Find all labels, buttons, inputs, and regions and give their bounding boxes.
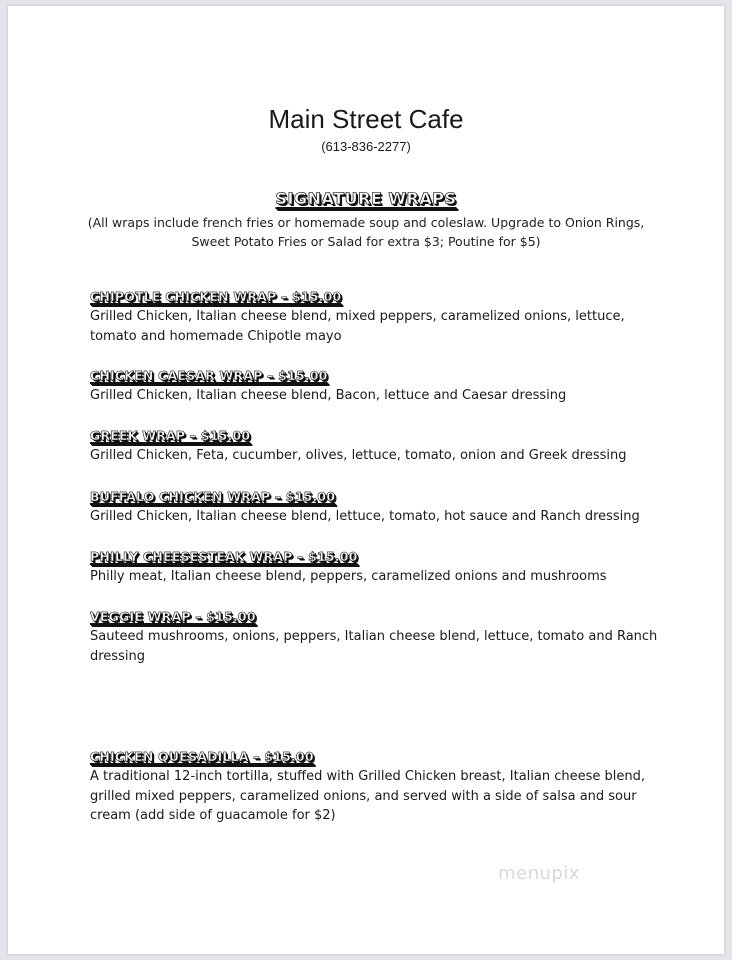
menu-item-title: PHILLY CHEESESTEAK WRAP – $15.00 — [90, 549, 358, 564]
menu-item-title: CHICKEN CAESAR WRAP – $15.00 — [90, 368, 328, 383]
menu-item-description: A traditional 12-inch tortilla, stuffed with Grilled Chicken breast, Italian cheese blend, grilled mixed peppers, caramelized onions, and served with a side of salsa and sour cream (add side of guacamole for $2) — [90, 769, 646, 823]
restaurant-name: Main Street Cafe — [268, 104, 464, 134]
menu-item-greek-wrap — [90, 426, 660, 466]
menu-item-title: BUFFALO CHICKEN WRAP – $15.00 — [90, 489, 336, 504]
menu-item-title: VEGGIE WRAP – $15.00 — [90, 609, 256, 624]
menu-item-chicken-caesar-wrap — [90, 366, 660, 406]
menu-page — [8, 6, 724, 954]
section-heading: SIGNATURE WRAPS — [275, 189, 457, 208]
menu-item-description: Grilled Chicken, Italian cheese blend, mixed peppers, caramelized onions, lettuce, tomato and homemade Chipotle mayo — [90, 309, 625, 344]
menu-item-description: Grilled Chicken, Italian cheese blend, lettuce, tomato, hot sauce and Ranch dressing — [90, 509, 640, 524]
menu-item-veggie-wrap — [90, 607, 660, 666]
menu-item-buffalo-chicken-wrap — [90, 487, 660, 527]
menu-item-description: Sauteed mushrooms, onions, peppers, Italian cheese blend, lettuce, tomato and Ranch dressing — [90, 629, 658, 664]
menu-item-chicken-quesadilla — [90, 747, 660, 826]
menu-item-philly-cheesesteak-wrap — [90, 547, 660, 587]
menu-item-title: CHIPOTLE CHICKEN WRAP – $15.00 — [90, 289, 342, 304]
menu-item-title: GREEK WRAP – $15.00 — [90, 428, 251, 443]
menu-item-title: CHICKEN QUESADILLA – $15.00 — [90, 749, 314, 764]
menu-item-description: Grilled Chicken, Italian cheese blend, Bacon, lettuce and Caesar dressing — [90, 388, 567, 403]
menu-item-description: Philly meat, Italian cheese blend, peppers, caramelized onions and mushrooms — [90, 569, 607, 584]
section-note: (All wraps include french fries or homemade soup and coleslaw. Upgrade to Onion Rings, Sweet Potato Fries or Salad for extra $3; Poutine for $5) — [87, 215, 645, 249]
phone-number: (613-836-2277) — [321, 139, 411, 154]
menu-item-description: Grilled Chicken, Feta, cucumber, olives, lettuce, tomato, onion and Greek dressing — [90, 448, 627, 463]
watermark: menupix — [498, 863, 581, 884]
menu-item-chipotle-chicken-wrap — [90, 287, 660, 346]
